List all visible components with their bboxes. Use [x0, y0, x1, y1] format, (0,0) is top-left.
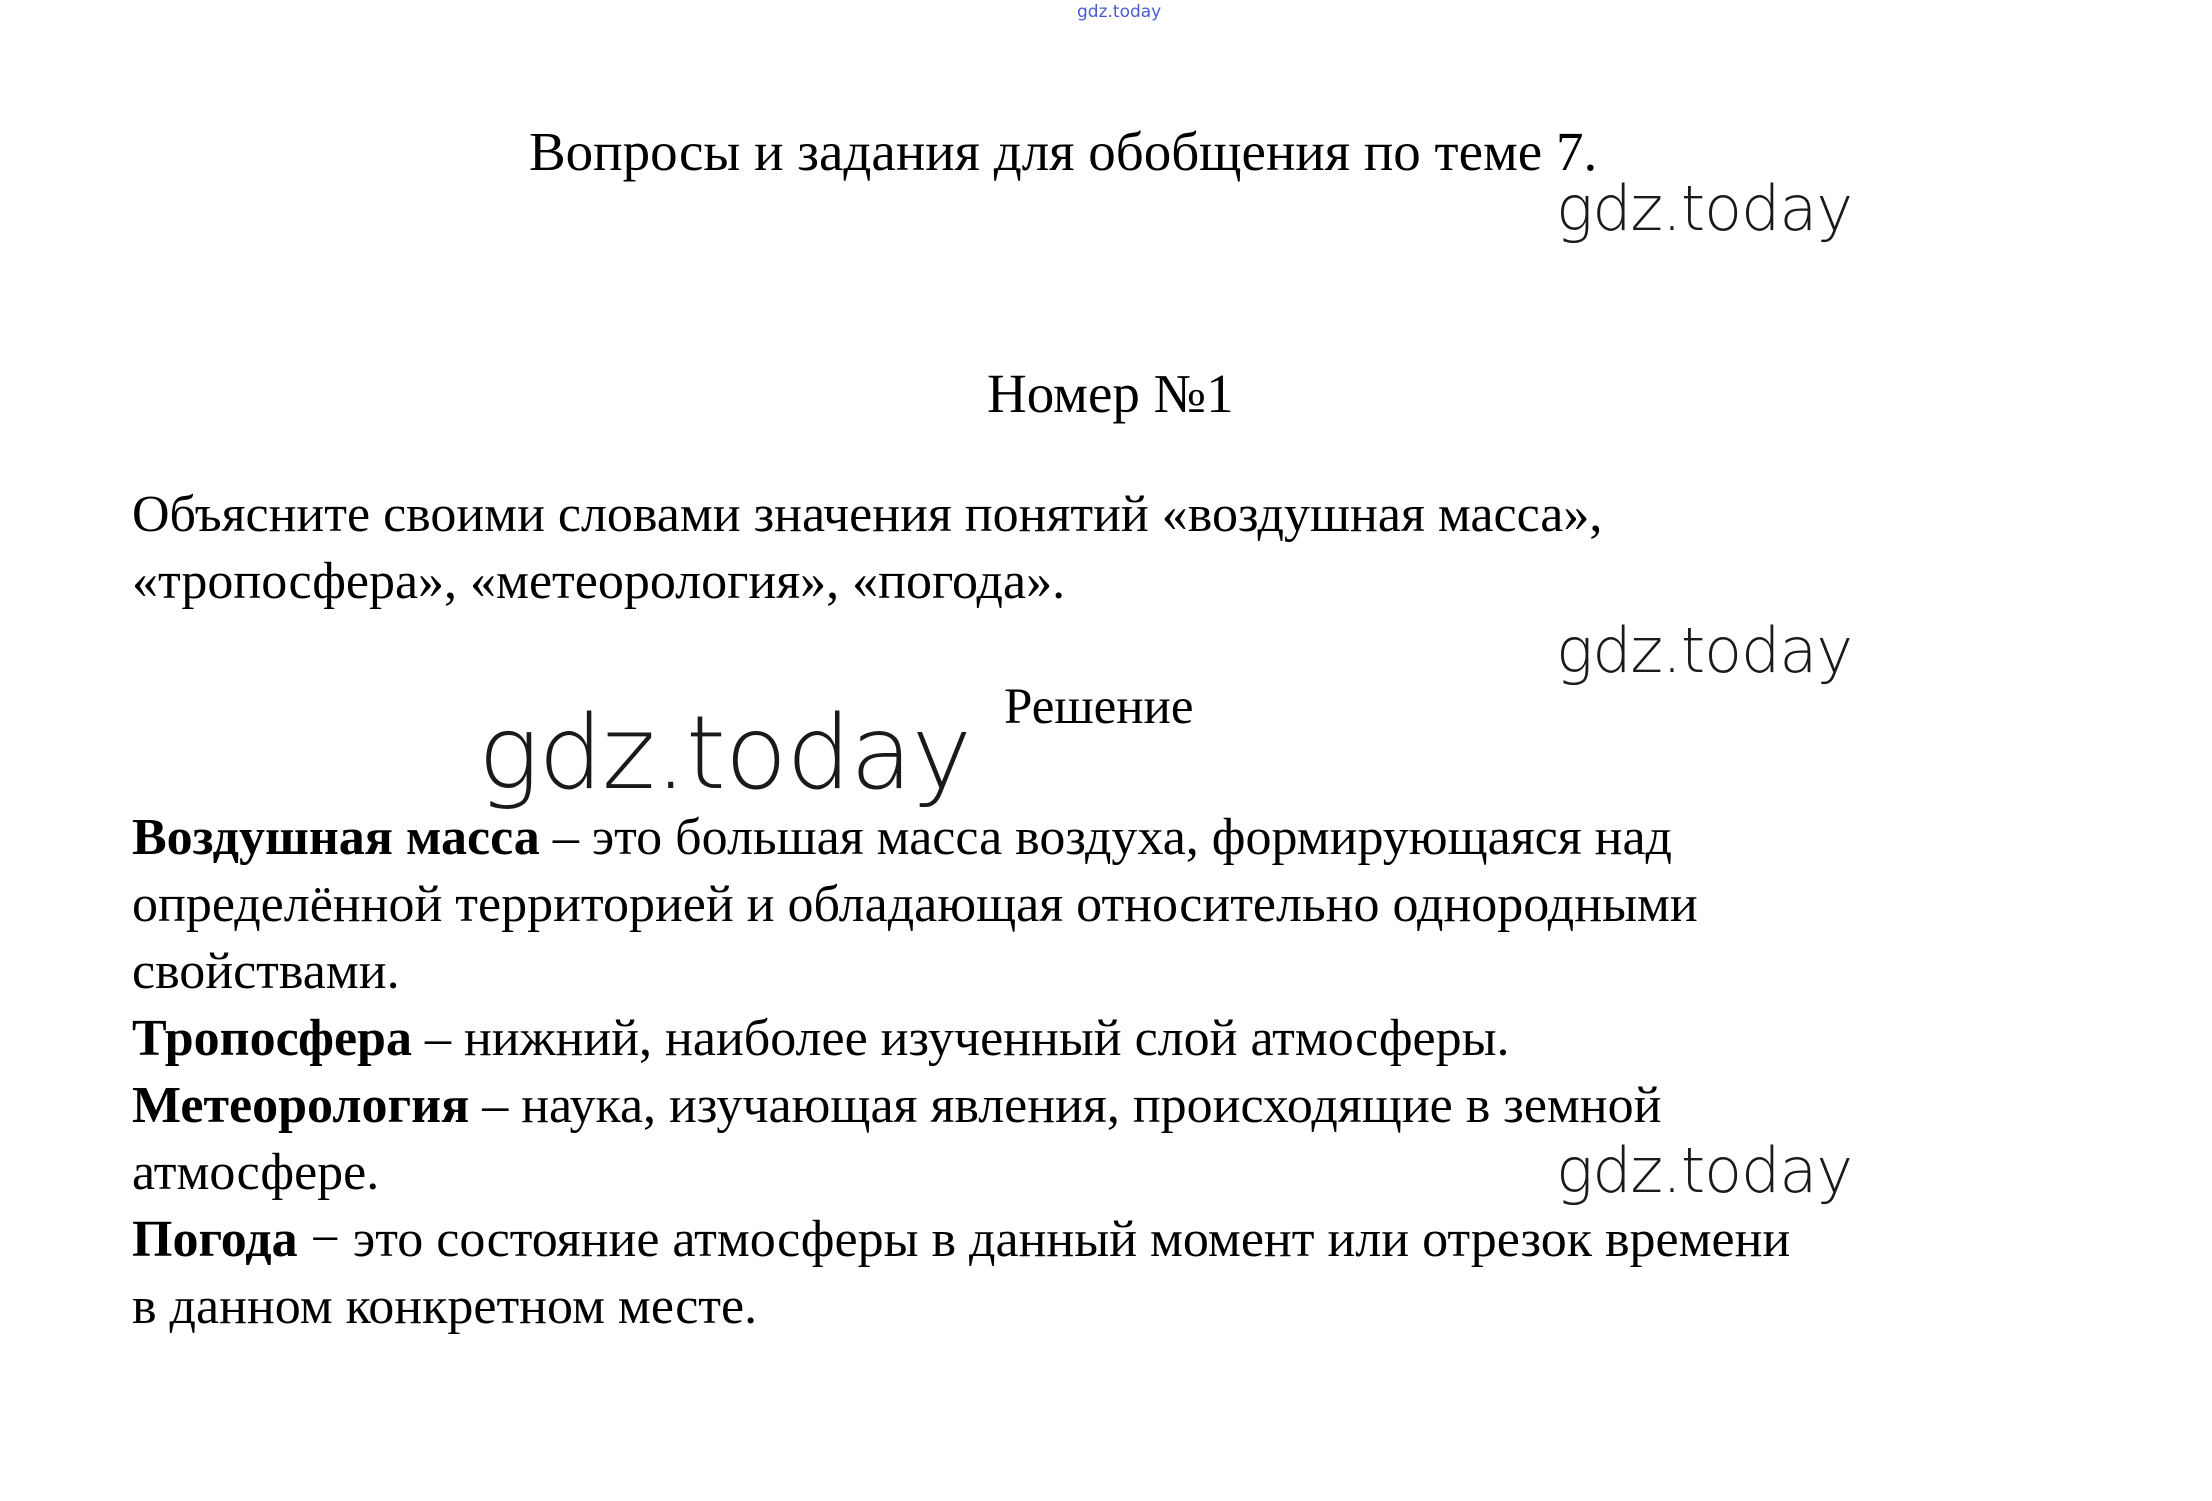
- definition-text: атмосфере.: [132, 1144, 380, 1201]
- question-text: [132, 481, 2112, 615]
- definition-text: − это состояние атмосферы в данный момент или отрезок времени: [297, 1211, 1791, 1268]
- definition-term: Тропосфера: [132, 1010, 412, 1067]
- definition-term: Воздушная масса: [132, 809, 540, 866]
- definition-text: в данном конкретном месте.: [132, 1278, 758, 1335]
- watermark: gdz.today: [1556, 1134, 1853, 1207]
- page-title: Вопросы и задания для обобщения по теме 7.: [529, 121, 1598, 182]
- question-line: «тропосфера», «метеорология», «погода».: [132, 553, 1066, 610]
- answer-text: [132, 804, 2092, 1340]
- watermark: gdz.today: [1556, 614, 1853, 687]
- definition-air-mass: [132, 804, 2092, 871]
- definition-text: определённой территорией и обладающая относительно однородными: [132, 876, 1698, 933]
- definition-term: Метеорология: [132, 1077, 470, 1134]
- definition-meteorology: [132, 1072, 2092, 1139]
- definition-troposphere: [132, 1005, 2092, 1072]
- watermark: gdz.today: [1556, 172, 1853, 245]
- definition-text: – это большая масса воздуха, формирующаяся над: [539, 809, 1673, 866]
- watermark-large: gdz.today: [478, 694, 971, 813]
- definition-weather: [132, 1206, 2092, 1273]
- solution-label: Решение: [1004, 679, 1194, 735]
- definition-text: свойствами.: [132, 943, 400, 1000]
- site-mark: gdz.today: [1077, 2, 1162, 22]
- question-line: Объясните своими словами значения понятий «воздушная масса»,: [132, 486, 1603, 543]
- definition-text: – наука, изучающая явления, происходящие в земной: [469, 1077, 1662, 1134]
- definition-term: Погода: [132, 1211, 298, 1268]
- definition-text: – нижний, наиболее изученный слой атмосферы.: [411, 1010, 1510, 1067]
- task-number: Номер №1: [987, 363, 1234, 424]
